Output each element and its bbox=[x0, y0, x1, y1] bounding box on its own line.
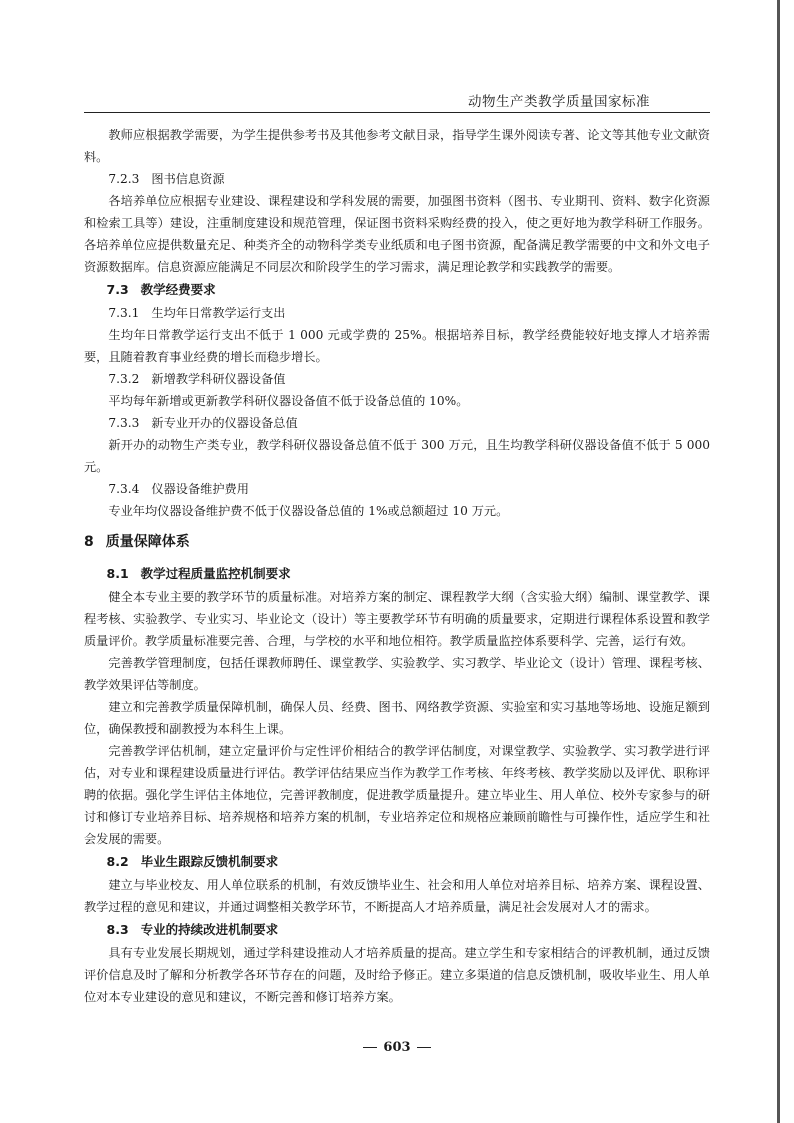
paragraph: 完善教学评估机制，建立定量评价与定性评价相结合的教学评估制度，对课堂教学、实验教学、实习教学进行评估，对专业和课程建设质量进行评估。教学评估结果应当作为教学工作考核、年终考核、教学奖励以及评优、职称评聘的依据。强化学生评估主体地位，完善评教制度，促进教学质量提升。建立毕业生、用人单位、校外专家参与的研讨和修订专业培养目标、培养规格和培养方案的机制，专业培养定位和规格应兼顾前瞻性与可操作性，适应学生和社会发展的需要。 bbox=[84, 744, 710, 846]
heading-text: 教学经费要求 bbox=[140, 282, 216, 297]
header-title: 动物生产类教学质量国家标准 bbox=[468, 94, 650, 110]
heading-number: 8.3 bbox=[106, 922, 129, 937]
heading-number: 8.1 bbox=[106, 566, 129, 581]
paragraph: 教师应根据教学需要，为学生提供参考书及其他参考文献目录，指导学生课外阅读专著、论文等其他专业文献资料。 bbox=[84, 128, 710, 164]
heading-number: 7.3.3 bbox=[108, 416, 140, 430]
paragraph: 专业年均仪器设备维护费不低于仪器设备总值的 1%或总额超过 10 万元。 bbox=[108, 504, 509, 518]
heading-text: 图书信息资源 bbox=[151, 172, 225, 186]
paragraph: 建立与毕业校友、用人单位联系的机制，有效反馈毕业生、社会和用人单位对培养目标、培养方案、课程设置、教学过程的意见和建议，并通过调整相关教学环节，不断提高人才培养质量，满足社会发展对人才的需求。 bbox=[84, 878, 710, 914]
heading-text: 生均年日常教学运行支出 bbox=[151, 306, 286, 320]
sub-subsection-heading bbox=[84, 478, 710, 500]
heading-number: 7.3.2 bbox=[108, 372, 140, 386]
heading-text: 质量保障体系 bbox=[105, 534, 190, 550]
running-header bbox=[84, 86, 710, 113]
heading-number: 8.2 bbox=[106, 854, 129, 869]
paragraph: 各培养单位应根据专业建设、课程建设和学科发展的需要，加强图书资料（图书、专业期刊、资料、数字化资源和检索工具等）建设，注重制度建设和规范管理，保证图书资料采购经费的投入，使之更好地为教学科研工作服务。各培养单位应提供数量充足、种类齐全的动物科学类专业纸质和电子图书资源，配备满足教学需要的中文和外文电子资源数据库。信息资源应能满足不同层次和阶段学生的学习需求，满足理论教学和实践教学的需要。 bbox=[84, 194, 710, 274]
heading-text: 教学过程质量监控机制要求 bbox=[140, 566, 291, 581]
paragraph: 新开办的动物生产类专业，教学科研仪器设备总值不低于 300 万元，且生均教学科研仪器设备值不低于 5 000 元。 bbox=[84, 438, 710, 474]
paragraph: 完善教学管理制度，包括任课教师聘任、课堂教学、实验教学、实习教学、毕业论文（设计）管理、课程考核、教学效果评估等制度。 bbox=[84, 656, 710, 692]
paragraph: 健全本专业主要的教学环节的质量标准。对培养方案的制定、课程教学大纲（含实验大纲）编制、课堂教学、课程考核、实验教学、专业实习、毕业论文（设计）等主要教学环节有明确的质量要求，定期进行课程体系设置和教学质量评价。教学质量标准要完善、合理，与学校的水平和地位相符。教学质量监控体系要科学、完善，运行有效。 bbox=[84, 590, 710, 648]
heading-number: 8 bbox=[84, 534, 94, 550]
heading-text: 毕业生跟踪反馈机制要求 bbox=[140, 854, 279, 869]
right-dash bbox=[417, 1047, 431, 1049]
page-number: 603 bbox=[383, 1040, 411, 1055]
subsection-heading bbox=[84, 918, 710, 942]
scan-edge-line bbox=[777, 0, 780, 1123]
subsection-heading bbox=[84, 278, 710, 302]
paragraph: 建立和完善教学质量保障机制，确保人员、经费、图书、网络教学资源、实验室和实习基地等场地、设施足额到位，确保教授和副教授为本科生上课。 bbox=[84, 700, 710, 736]
subsection-heading bbox=[84, 850, 710, 874]
paragraph: 平均每年新增或更新教学科研仪器设备值不低于设备总值的 10%。 bbox=[108, 394, 469, 408]
heading-text: 新专业开办的仪器设备总值 bbox=[151, 416, 298, 430]
heading-number: 7.3 bbox=[106, 282, 129, 297]
page-footer bbox=[0, 1040, 794, 1055]
left-dash bbox=[363, 1047, 377, 1049]
subsection-heading bbox=[84, 562, 710, 586]
heading-text: 仪器设备维护费用 bbox=[151, 482, 249, 496]
sub-subsection-heading bbox=[84, 368, 710, 390]
sub-subsection-heading bbox=[84, 168, 710, 190]
body-content bbox=[84, 124, 710, 1008]
paragraph: 生均年日常教学运行支出不低于 1 000 元或学费的 25%。根据培养目标，教学经费能较好地支撑人才培养需要，且随着教育事业经费的增长而稳步增长。 bbox=[84, 328, 710, 364]
section-heading bbox=[84, 528, 710, 556]
heading-text: 新增教学科研仪器设备值 bbox=[151, 372, 286, 386]
heading-number: 7.2.3 bbox=[108, 172, 140, 186]
paragraph: 具有专业发展长期规划，通过学科建设推动人才培养质量的提高。建立学生和专家相结合的评教机制，通过反馈评价信息及时了解和分析教学各环节存在的问题，及时给予修正。建立多渠道的信息反馈机制，吸收毕业生、用人单位对本专业建设的意见和建议，不断完善和修订培养方案。 bbox=[84, 946, 710, 1004]
heading-text: 专业的持续改进机制要求 bbox=[140, 922, 279, 937]
heading-number: 7.3.1 bbox=[108, 306, 140, 320]
sub-subsection-heading bbox=[84, 302, 710, 324]
sub-subsection-heading bbox=[84, 412, 710, 434]
heading-number: 7.3.4 bbox=[108, 482, 140, 496]
